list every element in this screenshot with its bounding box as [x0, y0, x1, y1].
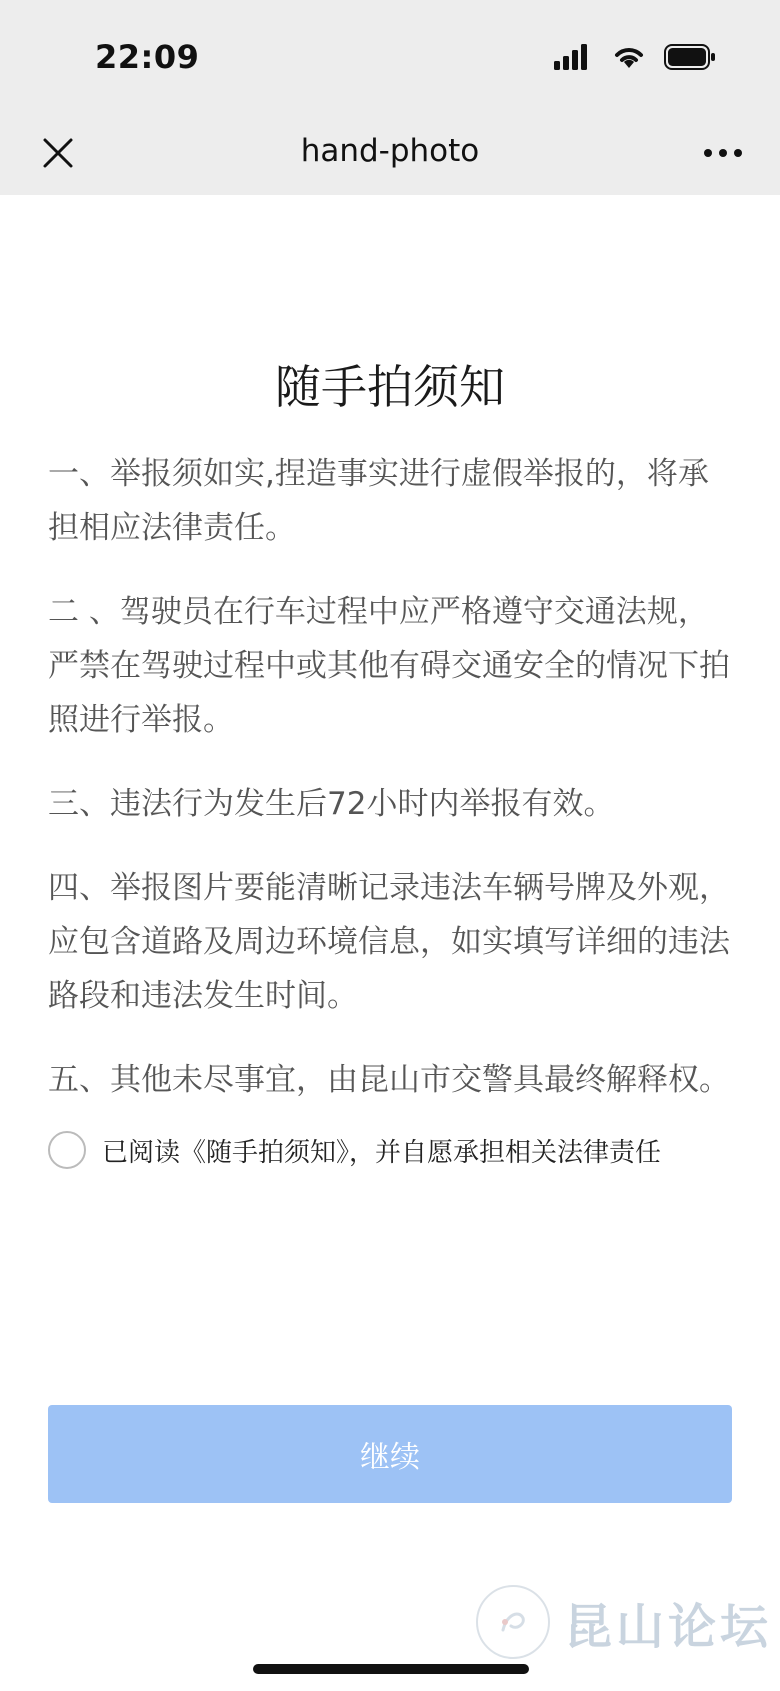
rule-item-1: 一、举报须如实,捏造事实进行虚假举报的，将承担相应法律责任。 — [48, 456, 709, 546]
nav-title: hand-photo — [300, 133, 480, 169]
continue-button[interactable]: 继续 — [48, 1405, 732, 1503]
home-indicator[interactable] — [253, 1664, 529, 1674]
status-icons — [554, 44, 716, 70]
rule-item-4: 四、举报图片要能清晰记录违法车辆号牌及外观，应包含道路及周边环境信息，如实填写详细的违法路段和违法发生时间。 — [48, 870, 730, 1014]
watermark — [476, 1585, 772, 1659]
wifi-icon — [612, 44, 646, 70]
watermark-logo-icon — [476, 1585, 550, 1659]
rule-item-2: 二 、驾驶员在行车过程中应严格遵守交通法规，严禁在驾驶过程中或其他有碍交通安全的情况下拍照进行举报。 — [48, 594, 730, 738]
agreement-label: 已阅读《随手拍须知》，并自愿承担相关法律责任 — [102, 1137, 662, 1168]
more-icon — [703, 148, 743, 158]
notice-content — [48, 195, 732, 1169]
agreement-radio[interactable] — [48, 1131, 86, 1169]
rule-item-3: 三、违法行为发生后72小时内举报有效。 — [48, 786, 615, 822]
rules-list — [48, 447, 732, 1107]
watermark-text: 昆山论坛 — [563, 1598, 772, 1655]
page-title: 随手拍须知 — [275, 360, 505, 414]
more-button[interactable] — [698, 133, 748, 173]
battery-icon — [664, 44, 716, 70]
signal-icon — [554, 44, 594, 70]
rule-item-5: 五、其他未尽事宜，由昆山市交警具最终解释权。 — [48, 1062, 730, 1098]
agreement-row[interactable] — [48, 1131, 732, 1169]
status-bar — [0, 0, 780, 115]
nav-bar — [0, 115, 780, 195]
status-time: 22:09 — [95, 38, 200, 76]
